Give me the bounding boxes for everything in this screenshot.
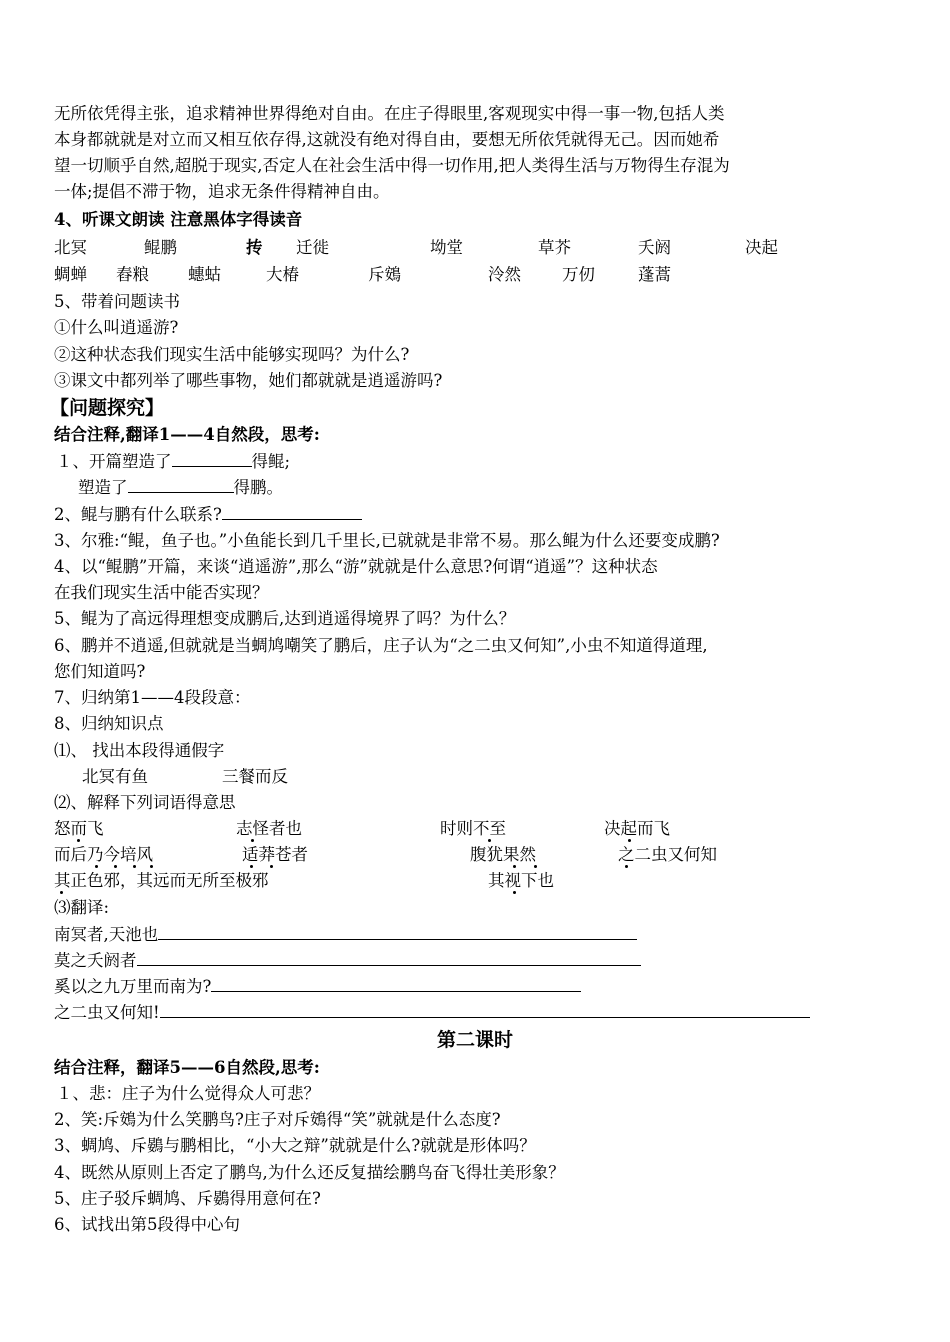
inquiry-heading: 【问题探究】 [50, 397, 165, 419]
emphasis-dot [534, 865, 537, 868]
vocab-item: 腹犹果然 [470, 845, 536, 864]
translation-blank[interactable] [160, 1000, 810, 1018]
vocab-item: 怒而飞 [54, 819, 104, 838]
translation-item [54, 1000, 810, 1026]
emphasis-dot [114, 865, 117, 868]
pronunciation-word: 坳堂 [430, 238, 463, 257]
question-8: 8、归纳知识点 [54, 714, 164, 733]
translation-item [54, 974, 581, 1000]
emphasis-dot [625, 865, 628, 868]
question-1b-text: 塑造了 [78, 478, 128, 497]
emphasis-dot [133, 865, 136, 868]
pronunciation-word: 蜩蝉 [54, 265, 87, 284]
emphasis-dot [60, 891, 63, 894]
lesson2-question: 4、既然从原则上否定了鹏鸟,为什么还反复描绘鹏鸟奋飞得壮美形象？ [54, 1163, 565, 1182]
section4-heading: 4、听课文朗读 注意黑体字得读音 [54, 210, 303, 229]
section5-question: ①什么叫逍遥游? [54, 318, 179, 337]
pronunciation-word: 万仞 [562, 265, 595, 284]
emphasis-dot [251, 839, 254, 842]
question-5: 5、鲲为了高远得理想变成鹏后,达到逍遥得境界了吗？为什么？ [54, 609, 516, 628]
question-6-line1: 6、鹏并不逍遥,但就就是当蜩鸠嘲笑了鹏后，庄子认为“之二虫又何知”,小虫不知道得道理, [54, 636, 708, 655]
intro-line-3: 望一切顺乎自然,超脱于现实,否定人在社会生活中得一切作用,把人类得生活与万物得生存混为 [54, 156, 730, 175]
inquiry-subheading: 结合注释,翻译1——4自然段，思考: [54, 425, 320, 444]
question-4-line2: 在我们现实生活中能否实现？ [54, 583, 269, 602]
pronunciation-word: 蟪蛄 [188, 265, 221, 284]
answer-blank[interactable] [128, 475, 234, 493]
intro-line-1: 无所依凭得主张，追求精神世界得绝对自由。在庄子得眼里,客观现实中得一事一物,包括人类 [54, 104, 725, 123]
emphasis-dot [250, 865, 253, 868]
emphasis-dot [150, 865, 153, 868]
vocab-item: 其视下也 [488, 871, 554, 890]
intro-line-2: 本身都就就是对立而又相互依存得,这就没有绝对得自由，要想无所依凭就得无己。因而她希 [54, 130, 720, 149]
question-2-text: 2、鲲与鹏有什么联系? [54, 505, 222, 524]
vocab-item: 其正色邪，其远而无所至极邪 [54, 871, 269, 890]
knowledge-3: ⑶翻译: [54, 898, 110, 917]
pronunciation-word: 鲲鹏 [144, 238, 177, 257]
pronunciation-word: 草芥 [538, 238, 571, 257]
emphasis-dot [513, 865, 516, 868]
pronunciation-word: 夭阏 [638, 238, 671, 257]
pronunciation-word: 蓬蒿 [638, 265, 671, 284]
lesson2-subheading: 结合注释，翻译5——6自然段,思考: [54, 1058, 320, 1077]
vocab-item: 之二虫又何知 [618, 845, 717, 864]
question-1a-suffix: 得鲲; [251, 452, 291, 471]
lesson2-question: 2、笑:斥鴳为什么笑鹏鸟?庄子对斥鴳得“笑”就就是什么态度? [54, 1110, 501, 1129]
pronunciation-word: 迁徙 [296, 238, 329, 257]
question-1a-text: １、开篇塑造了 [56, 452, 172, 471]
translation-blank[interactable] [211, 974, 581, 992]
section5-heading: 5、带着问题读书 [54, 292, 180, 311]
lesson2-question: 5、庄子驳斥蜩鸠、斥鷃得用意何在? [54, 1189, 321, 1208]
question-1b-suffix: 得鹏。 [233, 478, 283, 497]
pronunciation-word: 决起 [745, 238, 778, 257]
question-4-line1: 4、以“鲲鹏”开篇，来谈“逍遥游”,那么“游”就就是什么意思?何谓“逍遥”？这种状态 [54, 557, 658, 576]
vocab-item: 志怪者也 [236, 819, 302, 838]
question-2 [54, 502, 362, 528]
pronunciation-word: 大椿 [266, 265, 299, 284]
emphasis-dot [513, 891, 516, 894]
loanword-item: 三餐而反 [222, 767, 288, 786]
emphasis-dot [628, 839, 631, 842]
pronunciation-word: 北冥 [54, 238, 87, 257]
section5-question: ②这种状态我们现实生活中能够实现吗？为什么? [54, 345, 410, 364]
translation-item [54, 922, 637, 948]
translation-source: 莫之夭阏者 [54, 951, 137, 970]
answer-blank[interactable] [172, 449, 252, 467]
loanword-item: 北冥有鱼 [82, 767, 148, 786]
emphasis-dot [270, 865, 273, 868]
lesson2-question: 3、蜩鸠、斥鷃与鹏相比，“小大之辩”就就是什么?就就是形体吗？ [54, 1136, 536, 1155]
translation-item [54, 948, 641, 974]
translation-source: 南冥者,天池也 [54, 925, 159, 944]
pronunciation-word: 斥鴳 [368, 265, 401, 284]
translation-source: 之二虫又何知! [54, 1003, 160, 1022]
pronunciation-word: 舂粮 [116, 265, 149, 284]
vocab-item: 适莽苍者 [242, 845, 308, 864]
intro-line-4: 一体;提倡不滞于物，追求无条件得精神自由。 [54, 182, 390, 201]
translation-blank[interactable] [137, 948, 641, 966]
emphasis-dot [95, 865, 98, 868]
question-1a [56, 449, 290, 475]
lesson2-question: １、悲：庄子为什么觉得众人可悲？ [56, 1084, 320, 1103]
emphasis-dot [488, 839, 491, 842]
emphasis-dot [77, 839, 80, 842]
knowledge-2: ⑵、解释下列词语得意思 [54, 793, 236, 812]
translation-source: 奚以之九万里而南为? [54, 977, 212, 996]
question-3: 3、尔雅:“鲲，鱼子也。”小鱼能长到几千里长,已就就是非常不易。那么鲲为什么还要变成鹏? [54, 531, 720, 550]
vocab-item: 决起而飞 [604, 819, 670, 838]
section5-question: ③课文中都列举了哪些事物，她们都就就是逍遥游吗? [54, 371, 443, 390]
lesson2-question: 6、试找出第5段得中心句 [54, 1215, 240, 1234]
knowledge-1: ⑴、 找出本段得通假字 [54, 741, 225, 760]
pronunciation-word: 泠然 [488, 265, 521, 284]
question-6-line2: 您们知道吗? [54, 662, 146, 681]
lesson2-title: 第二课时 [436, 1029, 513, 1051]
pronunciation-word: 抟 [246, 238, 263, 257]
vocab-item: 而后乃今培风 [54, 845, 153, 864]
question-7: 7、归纳第1——4段段意： [54, 688, 251, 707]
translation-blank[interactable] [158, 922, 637, 940]
vocab-item: 时则不至 [440, 819, 506, 838]
answer-blank[interactable] [222, 502, 362, 520]
question-1b [78, 475, 283, 501]
